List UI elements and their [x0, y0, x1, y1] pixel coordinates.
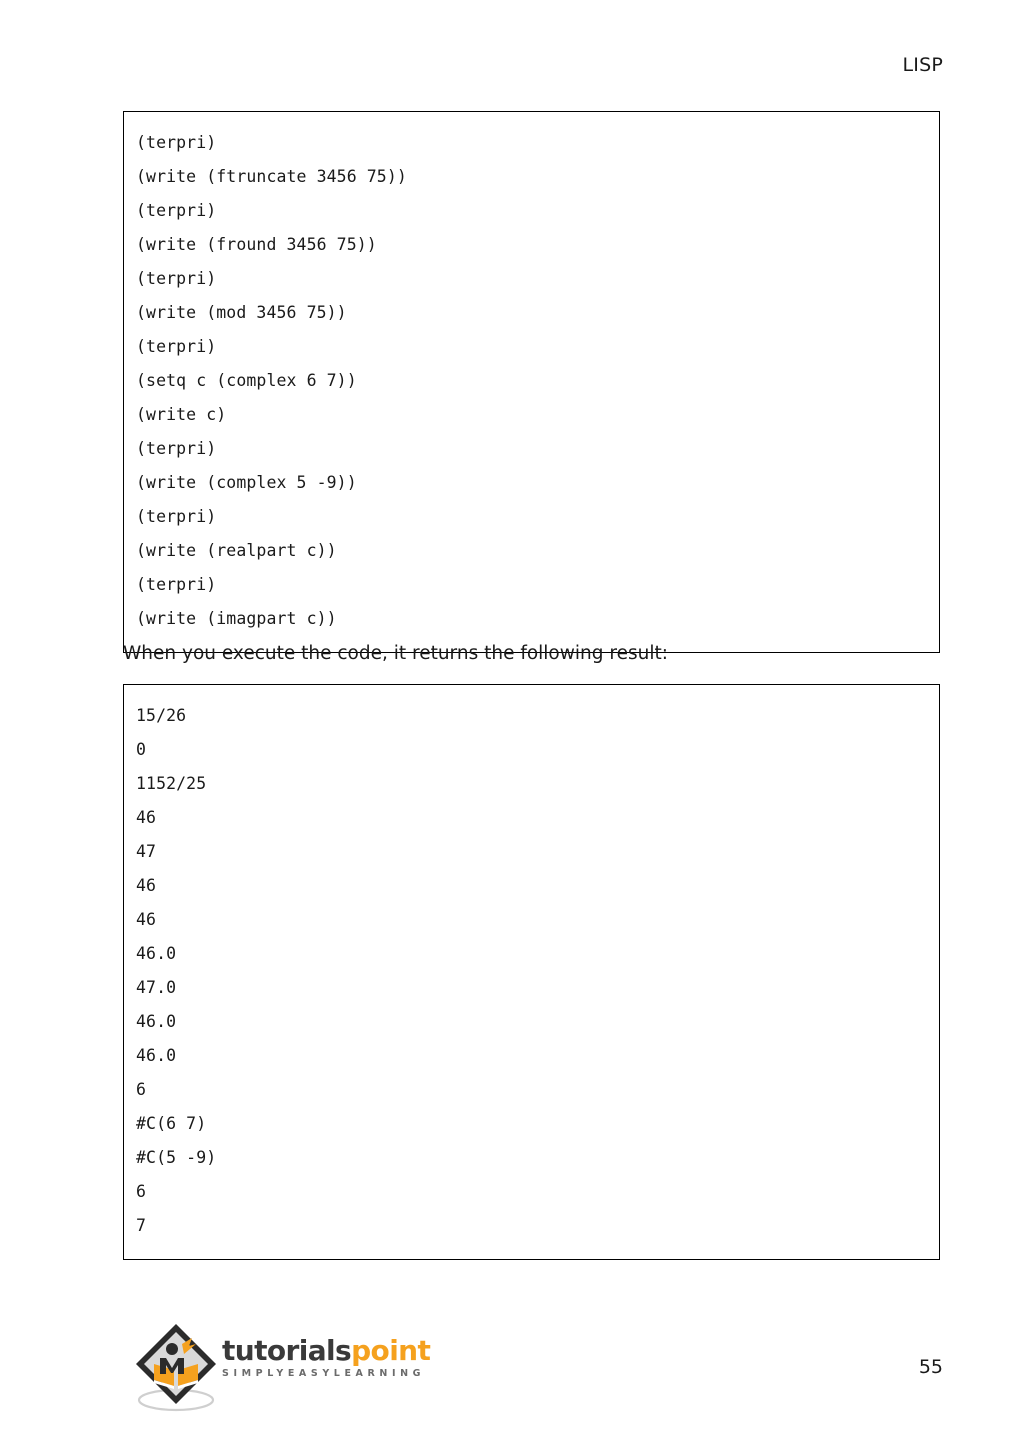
header-title: LISP — [902, 54, 943, 76]
page-footer — [0, 1318, 1019, 1428]
code-line: (write (mod 3456 75)) — [136, 303, 347, 322]
logo-wordmark — [222, 1336, 492, 1381]
code-line: 6 — [136, 1182, 147, 1201]
logo-tagline: SIMPLYEASYLEARNING — [222, 1368, 426, 1379]
code-line: (terpri) — [136, 133, 217, 152]
tutorialspoint-logo — [126, 1318, 431, 1418]
logo-wordmark-row — [222, 1336, 492, 1366]
code-line: 46 — [136, 808, 157, 827]
code-line: #C(6 7) — [136, 1114, 207, 1133]
code-line: (write (ftruncate 3456 75)) — [136, 167, 407, 186]
code-line: 6 — [136, 1080, 147, 1099]
code-line: 47.0 — [136, 978, 177, 997]
code-line: (terpri) — [136, 507, 217, 526]
execute-result-paragraph: When you execute the code, it returns the following result: — [123, 643, 668, 664]
code-line: #C(5 -9) — [136, 1148, 217, 1167]
code-line: 46.0 — [136, 1012, 177, 1031]
code-line: (terpri) — [136, 269, 217, 288]
code-line: (write (imagpart c)) — [136, 609, 337, 628]
code-line: (terpri) — [136, 575, 217, 594]
code-line: (write c) — [136, 405, 227, 424]
code-line: 15/26 — [136, 706, 187, 725]
logo-word-tutorials: tutorials — [222, 1334, 352, 1367]
code-line: 46 — [136, 910, 157, 929]
code-line: 46.0 — [136, 944, 177, 963]
page-header — [0, 54, 1019, 76]
code-line: 0 — [136, 740, 147, 759]
code-line: (write (complex 5 -9)) — [136, 473, 357, 492]
lisp-output-block — [123, 684, 940, 1260]
lisp-source-code-block — [123, 111, 940, 653]
code-line: 47 — [136, 842, 157, 861]
logo-word-point: point — [351, 1334, 431, 1367]
code-line: 46.0 — [136, 1046, 177, 1065]
code-line: (terpri) — [136, 439, 217, 458]
code-line: (terpri) — [136, 201, 217, 220]
code-line: 46 — [136, 876, 157, 895]
code-line: (write (realpart c)) — [136, 541, 337, 560]
page-number: 55 — [918, 1356, 943, 1378]
code-line: (write (fround 3456 75)) — [136, 235, 377, 254]
code-line: 7 — [136, 1216, 147, 1235]
logo-diamond-icon — [126, 1318, 226, 1418]
code-line: 1152/25 — [136, 774, 207, 793]
code-line: (terpri) — [136, 337, 217, 356]
code-line: (setq c (complex 6 7)) — [136, 371, 357, 390]
